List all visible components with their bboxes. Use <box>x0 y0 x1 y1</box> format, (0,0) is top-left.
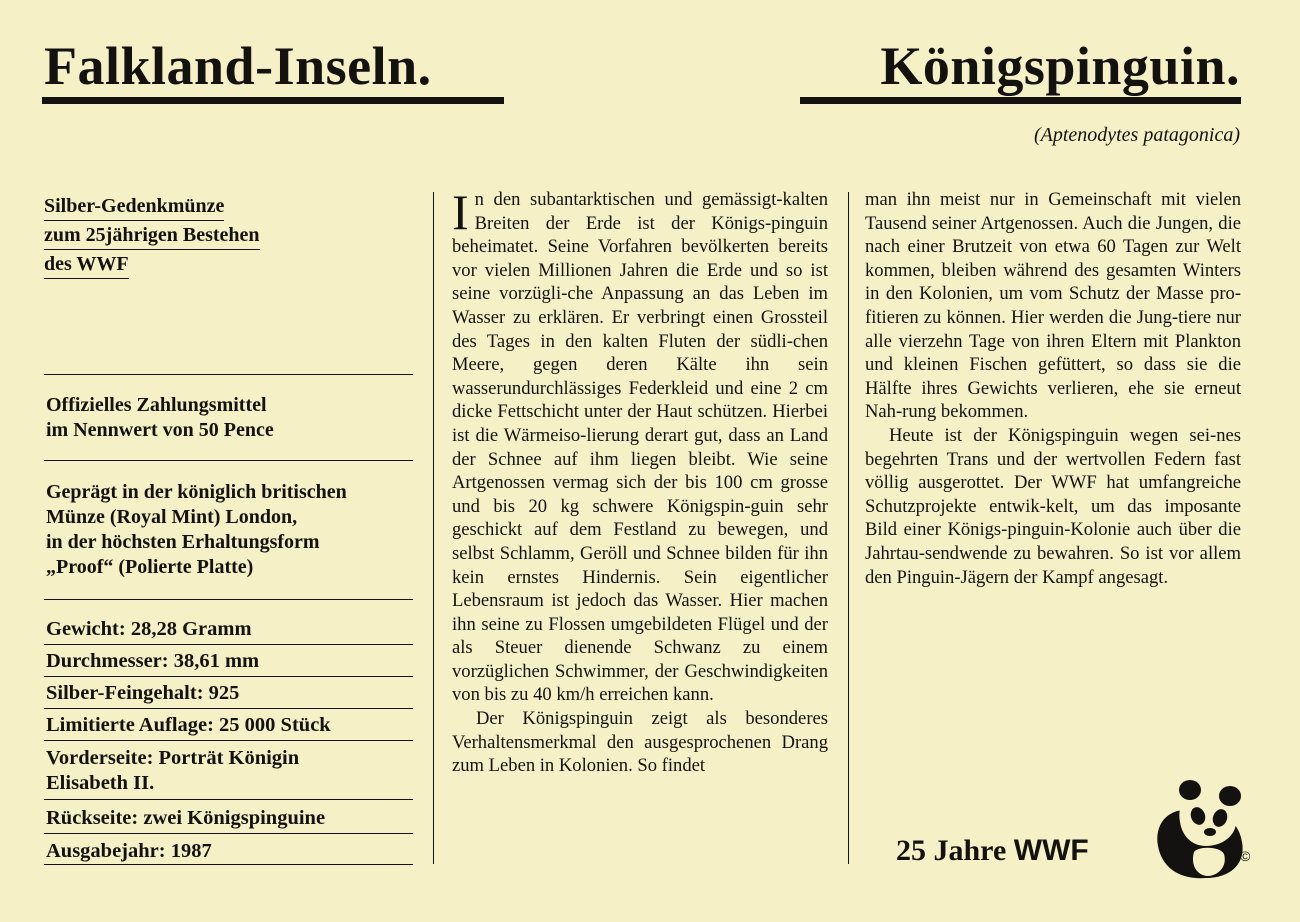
copyright-mark: © <box>1240 848 1251 864</box>
article-paragraph: Heute ist der Königspinguin wegen sei-nes begehrten Trans und der wertvollen Federn fast völlig ausgerottet. Der WWF hat umfangreiche Schutzprojekte entwik-kelt, um das imposante Bild einer Königs-pinguin-Kolonie auch über die Jahrtau-sendwende zu bewahren. So ist vor allem den Pinguin-Jägern der Kampf angesagt. <box>865 424 1241 588</box>
spec-text: Silber-Feingehalt: 925 <box>46 682 240 704</box>
divider <box>44 708 413 709</box>
column-divider <box>848 192 849 864</box>
divider <box>44 644 413 645</box>
coin-intro <box>44 192 414 279</box>
mint-line: Geprägt in der königlich britischen <box>46 481 347 503</box>
tender-line: im Nennwert von 50 Pence <box>46 419 274 441</box>
spec-text: Durchmesser: 38,61 mm <box>46 650 260 672</box>
mint-line: Münze (Royal Mint) London, <box>46 506 298 528</box>
divider <box>44 599 413 600</box>
divider <box>44 864 413 865</box>
divider <box>44 374 413 375</box>
legal-tender-info <box>46 393 416 443</box>
spec-reverse <box>46 806 414 831</box>
divider <box>44 799 413 800</box>
spec-text: Elisabeth II. <box>46 772 155 794</box>
intro-line: zum 25jährigen Bestehen <box>44 221 260 250</box>
article-paragraph: Der Königspinguin zeigt als besonderes Verhaltensmerkmal den ausgesprochenen Drang zum Leben in Kolonien. So findet <box>452 708 828 777</box>
spec-year <box>46 839 414 864</box>
column-divider <box>433 192 434 864</box>
mint-line: „Proof“ (Polierte Platte) <box>46 556 254 578</box>
tender-line: Offizielles Zahlungsmittel <box>46 394 267 416</box>
mint-info <box>46 480 416 580</box>
spec-mintage <box>46 713 414 738</box>
divider <box>44 833 413 834</box>
article-paragraph <box>452 184 828 707</box>
brand-text: WWF <box>1013 834 1089 867</box>
page-title-left: Falkland-Inseln. <box>44 36 432 96</box>
anniversary-text: 25 Jahre <box>896 834 1007 867</box>
scientific-name: (Aptenodytes patagonica) <box>1033 124 1240 146</box>
spec-text: Vorderseite: Porträt Königin <box>46 747 300 769</box>
spec-weight <box>46 617 414 642</box>
anniversary-label <box>896 834 1089 868</box>
divider <box>44 740 413 741</box>
divider <box>44 676 413 677</box>
page-title-right: Königspinguin. <box>880 36 1240 96</box>
panda-icon <box>1150 776 1250 880</box>
divider <box>44 460 413 461</box>
drop-cap: I <box>452 184 469 240</box>
spec-text: Ausgabejahr: 1987 <box>46 840 212 862</box>
spec-diameter <box>46 649 414 674</box>
article-paragraph: man ihn meist nur in Gemeinschaft mit vielen Tausend seiner Artgenossen. Auch die Jungen, die nach einer Brutzeit von etwa 60 Tagen zur Welt kommen, bleiben während des gesamten Winters in den Kolonien, um vom Schutz der Masse pro-fitieren zu können. Hier werden die Jung-tiere nur alle vierzehn Tage von ihren Eltern mit Plankton und kleinen Fischen gefüttert, so dass sie die Hälfte ihres Gewichts verlieren, ehe sie erneut Nah-rung bekommen. <box>865 189 1241 423</box>
spec-obverse <box>46 746 414 796</box>
spec-fineness <box>46 681 414 706</box>
title-underline-right <box>800 97 1241 104</box>
spec-text: Rückseite: zwei Königspinguine <box>46 807 326 829</box>
intro-line: des WWF <box>44 250 129 279</box>
article-column-2 <box>865 188 1241 589</box>
spec-text: Limitierte Auflage: 25 000 Stück <box>46 714 331 736</box>
spec-text: Gewicht: 28,28 Gramm <box>46 618 252 640</box>
article-column-1 <box>452 184 828 778</box>
title-underline-left <box>42 97 504 104</box>
intro-line: Silber-Gedenkmünze <box>44 192 224 221</box>
mint-line: in der höchsten Erhaltungsform <box>46 531 320 553</box>
paragraph-text: n den subantarktischen und gemässigt-kalten Breiten der Erde ist der Königs-pinguin beheimatet. Seine Vorfahren bevölkerten bereits vor vielen Millionen Jahren die Erde und so ist seine vorzügli-che Anpassung an das Leben im Wasser zu erklären. Er verbringt einen Grossteil des Tages in den kalten Fluten der südli-chen Meere, gegen deren Kälte ihn sein wasserundurchlässiges Federkleid und eine 2 cm dicke Fettschicht unter der Haut schützen. Hierbei ist die Wärmeiso-lierung derart gut, dass an Land der Schnee auf ihm liegen bleibt. Wie seine Artgenossen vermag sich der bis 100 cm grosse und bis 20 kg schwere Königspin-guin sehr geschickt auf dem Festland zu bewegen, und selbst Schlamm, Geröll und Schnee bilden für ihn kein ernstes Hindernis. Sein eigentlicher Lebensraum ist jedoch das Wasser. Hier machen ihn seine zu Flossen umgebildeten Flügel und der als Steuer dienende Schwanz zu einem vorzüglichen Schwimmer, der Geschwindigkeiten von bis zu 40 km/h erreichen kann. <box>452 189 828 706</box>
